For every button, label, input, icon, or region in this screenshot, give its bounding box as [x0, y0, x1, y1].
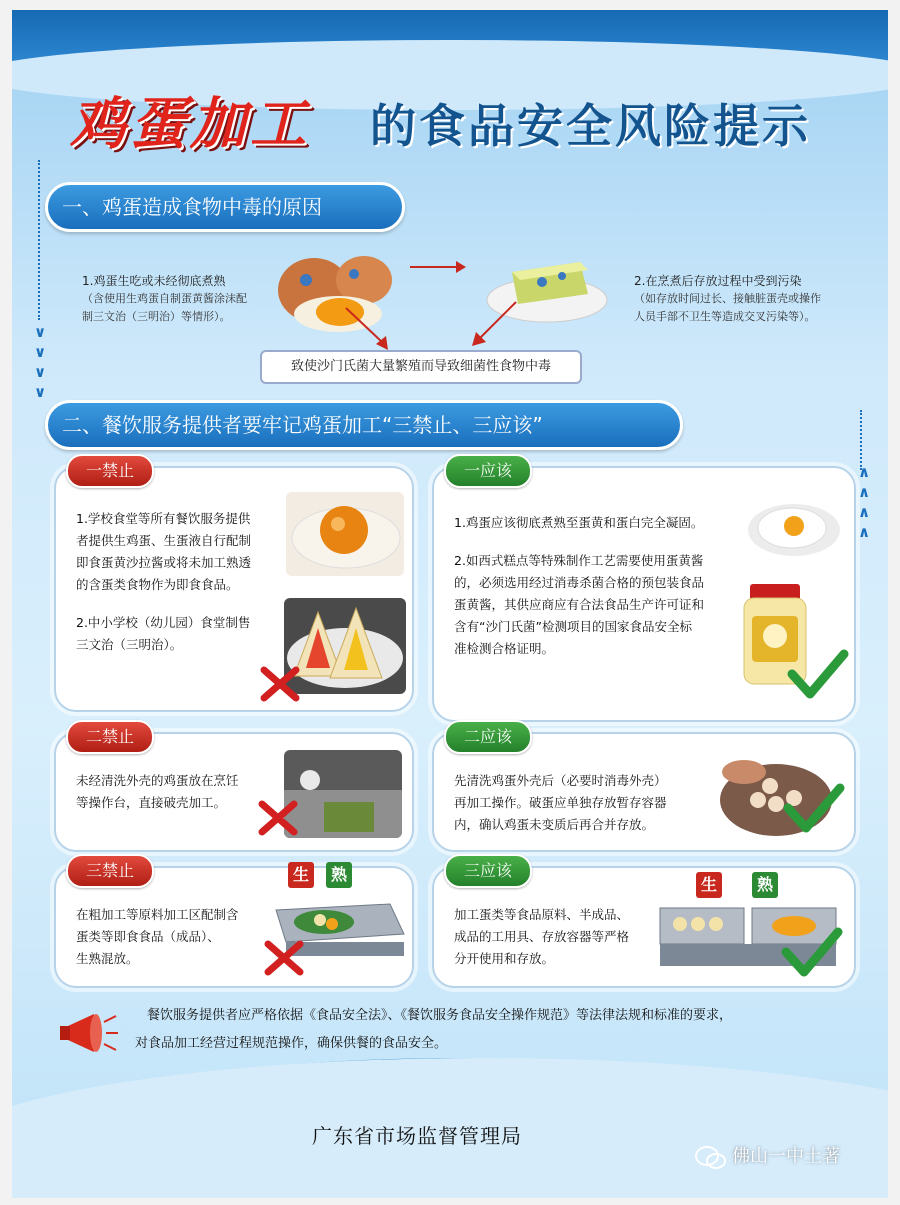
should-3-tag: 三应该	[444, 854, 532, 888]
cause-2-detail-2: 人员手部不卫生等造成交叉污染等）。	[634, 310, 816, 323]
arrow-down-right-icon	[342, 306, 392, 352]
text-line: 2.中小学校（幼儿园）食堂制售	[76, 615, 251, 630]
text-line: 未经清洗外壳的鸡蛋放在烹饪	[76, 773, 239, 788]
text-line: 者提供生鸡蛋、生蛋液自行配制	[76, 533, 252, 548]
notice-line-1: 餐饮服务提供者应严格依据《食品安全法》、《餐饮服务食品安全操作规范》等法律法规和标准的要求，	[147, 1008, 733, 1023]
text-line: 的，必须选用经过消毒杀菌合格的预包装食品	[454, 575, 705, 590]
should-1-card	[432, 461, 856, 722]
prohibit-2-card	[54, 727, 414, 852]
title-highlight: 鸡蛋加工	[70, 91, 310, 157]
cause-1	[82, 272, 272, 326]
regulation-notice	[135, 1002, 867, 1058]
text-line: 先清洗鸡蛋外壳后（必要时消毒外壳）	[454, 773, 667, 788]
should-2-tag: 二应该	[444, 720, 532, 754]
text-line: 1.学校食堂等所有餐饮服务提供	[76, 511, 251, 526]
text-line: 分开使用和存放。	[454, 951, 555, 966]
prohibit-3-tag: 三禁止	[66, 854, 154, 888]
text-line: 等操作台，直接破壳加工。	[76, 795, 227, 810]
notice-line-2: 对食品加工经营过程规范操作，确保供餐的食品安全。	[135, 1036, 448, 1051]
check-icon	[780, 924, 844, 980]
cross-icon	[258, 664, 302, 704]
prohibit-3-text	[76, 904, 266, 970]
text-line: 即食蛋黄沙拉酱或将未加工熟透	[76, 555, 252, 570]
check-icon	[786, 646, 850, 702]
chevron-down-icon: ∨ ∨ ∨ ∨	[34, 323, 47, 401]
watermark-text: 佛山一中土著	[732, 1146, 840, 1167]
prohibit-1-text	[76, 508, 281, 656]
issuing-authority: 广东省市场监督管理局	[312, 1124, 522, 1148]
prohibit-1-card	[54, 461, 414, 712]
cooked-label: 熟	[326, 862, 352, 888]
raw-label: 生	[288, 862, 314, 888]
cause-1-detail-1: （含使用生鸡蛋自制蛋黄酱涂沫配	[82, 292, 247, 305]
cause-1-detail-2: 制三文治（三明治）等情形）。	[82, 310, 231, 323]
should-2-text	[454, 770, 714, 836]
text-line: 加工蛋类等食品原料、半成品、	[454, 907, 630, 922]
poster	[12, 10, 888, 1198]
sandwich-image	[284, 598, 406, 694]
should-1-tag: 一应该	[444, 454, 532, 488]
section2-header: 二、餐饮服务提供者要牢记鸡蛋加工“三禁止、三应该”	[45, 400, 683, 450]
cause-2-title: 2.在烹煮后存放过程中受到污染	[634, 274, 802, 288]
dotted-guide-left	[38, 160, 40, 320]
cause-2-detail-1: （如存放时间过长、接触脏蛋壳或操作	[634, 292, 821, 305]
text-line: 生熟混放。	[76, 951, 139, 966]
arrow-down-left-icon	[468, 300, 520, 350]
kitchen-counter-image	[284, 750, 402, 838]
prohibit-2-tag: 二禁止	[66, 720, 154, 754]
raw-label: 生	[696, 872, 722, 898]
text-line: 内，确认鸡蛋未变质后再合并存放。	[454, 817, 655, 832]
cross-icon	[262, 938, 306, 978]
megaphone-icon	[58, 1008, 120, 1058]
text-line: 准检测合格证明。	[454, 641, 555, 656]
text-line: 含有“沙门氏菌”检测项目的国家食品安全标	[454, 619, 692, 634]
should-3-text	[454, 904, 674, 970]
should-2-card	[432, 727, 856, 852]
should-1-text	[454, 512, 754, 660]
poisoning-result: 致使沙门氏菌大量繁殖而导致细菌性食物中毒	[260, 350, 582, 384]
text-line: 三文治（三明治）。	[76, 637, 183, 652]
cause-1-title: 1.鸡蛋生吃或未经彻底煮熟	[82, 274, 226, 288]
section1-header: 一、鸡蛋造成食物中毒的原因	[45, 182, 405, 232]
text-line: 蛋黄酱，其供应商应有合法食品生产许可证和	[454, 597, 705, 612]
text-line: 成品的工用具、存放容器等严格	[454, 929, 630, 944]
check-icon	[782, 780, 846, 836]
prohibit-3-card	[54, 861, 414, 988]
dotted-guide-right	[860, 410, 862, 470]
text-line: 再加工操作。破蛋应单独存放暂存容器	[454, 795, 667, 810]
should-3-card	[432, 861, 856, 988]
cause-2	[634, 272, 874, 326]
chevron-up-icon: ∧ ∧ ∧ ∧	[858, 463, 871, 541]
title-rest: 的食品安全风险提示	[370, 99, 811, 153]
text-line: 的含蛋类食物作为即食食品。	[76, 577, 239, 592]
prohibit-1-tag: 一禁止	[66, 454, 154, 488]
text-line: 2.如西式糕点等特殊制作工艺需要使用蛋黄酱	[454, 553, 704, 568]
text-line: 在粗加工等原料加工区配制含	[76, 907, 239, 922]
cooked-label: 熟	[752, 872, 778, 898]
text-line: 1.鸡蛋应该彻底煮熟至蛋黄和蛋白完全凝固。	[454, 515, 704, 530]
poster-title	[60, 80, 880, 157]
arrow-right-icon	[408, 260, 468, 274]
prohibit-2-text	[76, 770, 286, 814]
cross-icon	[256, 798, 300, 838]
text-line: 蛋类等即食食品（成品）、	[76, 929, 220, 944]
wechat-icon	[695, 1145, 727, 1171]
raw-egg-image	[286, 492, 404, 576]
fried-egg-image	[746, 498, 842, 558]
